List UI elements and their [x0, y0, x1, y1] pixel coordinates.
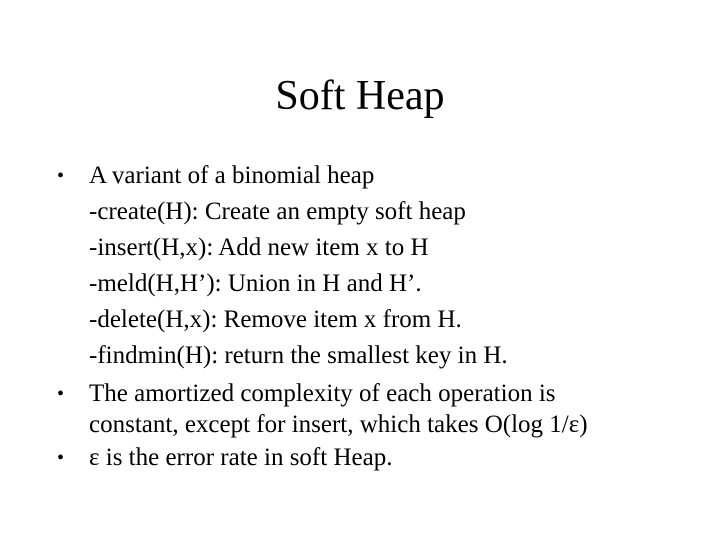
bullet-item	[55, 376, 695, 438]
bullet-text: A variant of a binomial heap	[89, 162, 375, 189]
bullet-marker: •	[57, 447, 65, 469]
bullet-item	[55, 440, 695, 476]
bullet-marker: •	[57, 165, 65, 187]
bullet-text: The amortized complexity of each operation is	[89, 380, 556, 407]
sub-item: -create(H): Create an empty soft heap	[89, 198, 466, 225]
bullet-text-continued: constant, except for insert, which takes O(log 1/ε)	[89, 411, 588, 438]
sub-item: -meld(H,H’): Union in H and H’.	[89, 270, 422, 297]
bullet-marker: •	[57, 383, 65, 405]
sub-item: -insert(H,x): Add new item x to H	[89, 234, 429, 261]
bullet-item	[55, 158, 695, 374]
slide-body	[55, 158, 695, 476]
sub-item: -delete(H,x): Remove item x from H.	[89, 306, 462, 333]
sub-item-list	[55, 194, 695, 374]
bullet-text: ε is the error rate in soft Heap.	[89, 444, 393, 471]
sub-item: -findmin(H): return the smallest key in H.	[89, 342, 508, 369]
slide-title: Soft Heap	[275, 73, 445, 119]
